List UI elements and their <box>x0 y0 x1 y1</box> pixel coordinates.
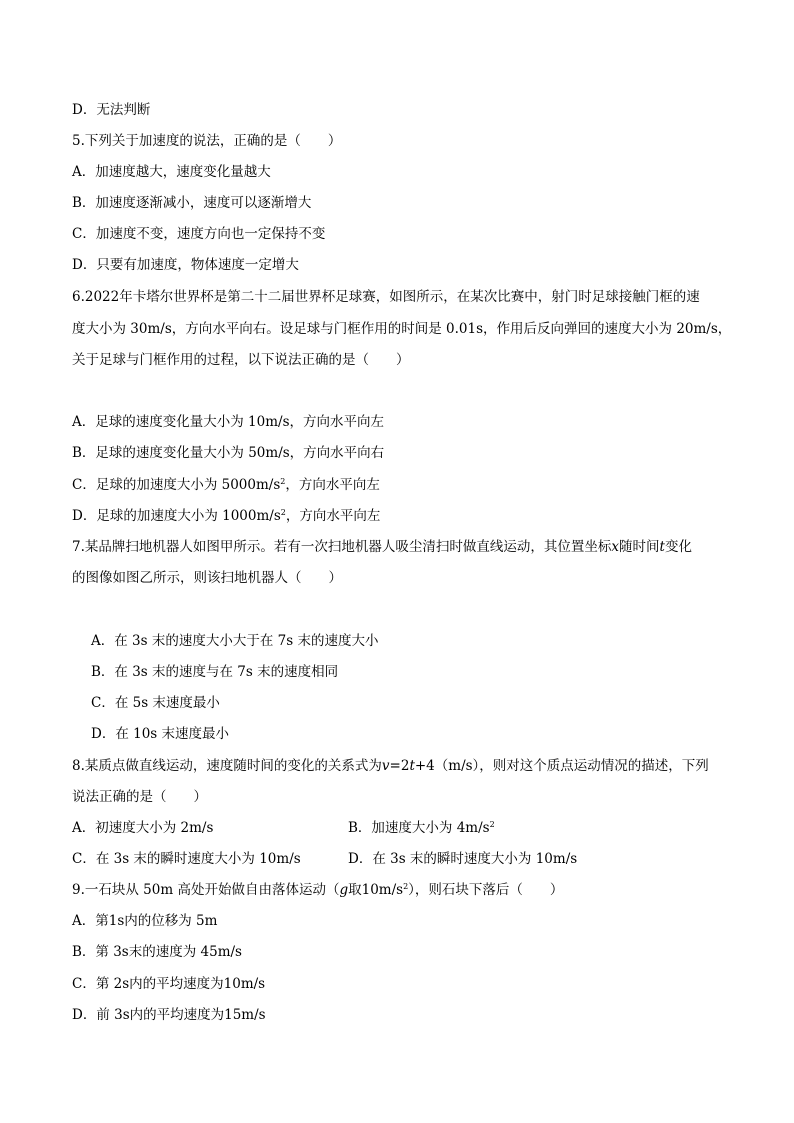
q6-option-d-exponent: 2 <box>280 508 286 517</box>
q6-option-c-text: C．足球的加速度大小为 5000m/s <box>72 477 281 493</box>
q5-option-c: C．加速度不变，速度方向也一定保持不变 <box>72 226 326 242</box>
q9-stem-g-value: 取10m/s <box>348 882 404 898</box>
q7-option-a: A．在 3s 末的速度大小大于在 7s 末的速度大小 <box>91 633 379 649</box>
q9-var-g: g <box>339 882 349 898</box>
q6-stem-line2: 度大小为 30m/s，方向水平向右。设足球与门框作用的时间是 0.01s，作用后反向弹回的速度大小为 20m/s， <box>72 321 732 337</box>
q7-stem-line2: 的图像如图乙所示，则该扫地机器人（ ） <box>72 570 342 586</box>
q8-option-b-text: B．加速度大小为 4m/s <box>348 820 490 836</box>
q9-option-d: D．前 3s内的平均速度为15m/s <box>72 1007 266 1023</box>
q7-stem-text-b: 随时间 <box>619 539 660 555</box>
q7-option-c: C．在 5s 末速度最小 <box>91 695 220 711</box>
q8-stem-line2: 说法正确的是（ ） <box>72 789 207 805</box>
q9-option-a: A．第1s内的位移为 5m <box>72 913 218 929</box>
q5-option-d: D．只要有加速度，物体速度一定增大 <box>72 257 299 273</box>
q9-option-c: C．第 2s内的平均速度为10m/s <box>72 976 266 992</box>
q8-option-b <box>348 819 495 837</box>
q4-option-d: D．无法判断 <box>72 102 151 118</box>
q8-stem-line1 <box>72 757 709 775</box>
q6-option-c-direction: ，方向水平向左 <box>285 477 380 493</box>
q8-option-a: A．初速度大小为 2m/s <box>72 820 214 836</box>
q8-stem-text-a: 8.某质点做直线运动，速度随时间的变化的关系式为 <box>72 758 382 774</box>
q6-stem-line1: 6.2022年卡塔尔世界杯是第二十二届世界杯足球赛，如图所示，在某次比赛中，射门时足球接触门框的速 <box>72 289 700 305</box>
q8-var-v: v <box>381 758 390 774</box>
q8-option-d: D．在 3s 末的瞬时速度大小为 10m/s <box>348 851 578 867</box>
q9-stem <box>72 881 563 899</box>
q6-option-d <box>72 507 380 525</box>
q6-option-c <box>72 476 380 494</box>
q7-option-b: B．在 3s 末的速度与在 7s 末的速度相同 <box>91 664 339 680</box>
q5-option-b: B．加速度逐渐减小，速度可以逐渐增大 <box>72 195 312 211</box>
q7-var-x: x <box>611 539 620 555</box>
q6-option-d-text: D．足球的加速度大小为 1000m/s <box>72 508 281 524</box>
q7-option-d: D．在 10s 末速度最小 <box>91 726 230 742</box>
q8-option-c: C．在 3s 末的瞬时速度大小为 10m/s <box>72 851 301 867</box>
q8-formula-rest: +4（m/s），则对这个质点运动情况的描述，下列 <box>414 758 709 774</box>
q7-stem-text-c: 变化 <box>664 539 692 555</box>
q6-option-b: B．足球的速度变化量大小为 50m/s，方向水平向右 <box>72 445 385 461</box>
q6-option-a: A．足球的速度变化量大小为 10m/s，方向水平向左 <box>72 414 384 430</box>
q8-var-t: t <box>409 758 415 774</box>
q9-stem-exponent: 2 <box>403 882 409 891</box>
q9-option-b: B．第 3s末的速度为 45m/s <box>72 944 242 960</box>
q9-stem-text-b: ），则石块下落后（ ） <box>408 882 564 898</box>
q5-stem: 5.下列关于加速度的说法，正确的是（ ） <box>72 133 342 149</box>
q7-stem-line1 <box>72 538 692 556</box>
q8-option-b-exponent: 2 <box>489 820 495 829</box>
q7-stem-text-a: 7.某品牌扫地机器人如图甲所示。若有一次扫地机器人吸尘清扫时做直线运动，其位置坐标 <box>72 539 612 555</box>
q8-formula-eq: =2 <box>389 758 410 774</box>
q6-option-d-direction: ，方向水平向左 <box>285 508 381 524</box>
q6-option-c-exponent: 2 <box>280 477 286 486</box>
q5-option-a: A．加速度越大，速度变化量越大 <box>72 164 271 180</box>
q7-var-t: t <box>659 539 665 555</box>
q6-stem-line3: 关于足球与门框作用的过程，以下说法正确的是（ ） <box>72 352 410 368</box>
q9-stem-text-a: 9.一石块从 50m 高处开始做自由落体运动（ <box>72 882 340 898</box>
